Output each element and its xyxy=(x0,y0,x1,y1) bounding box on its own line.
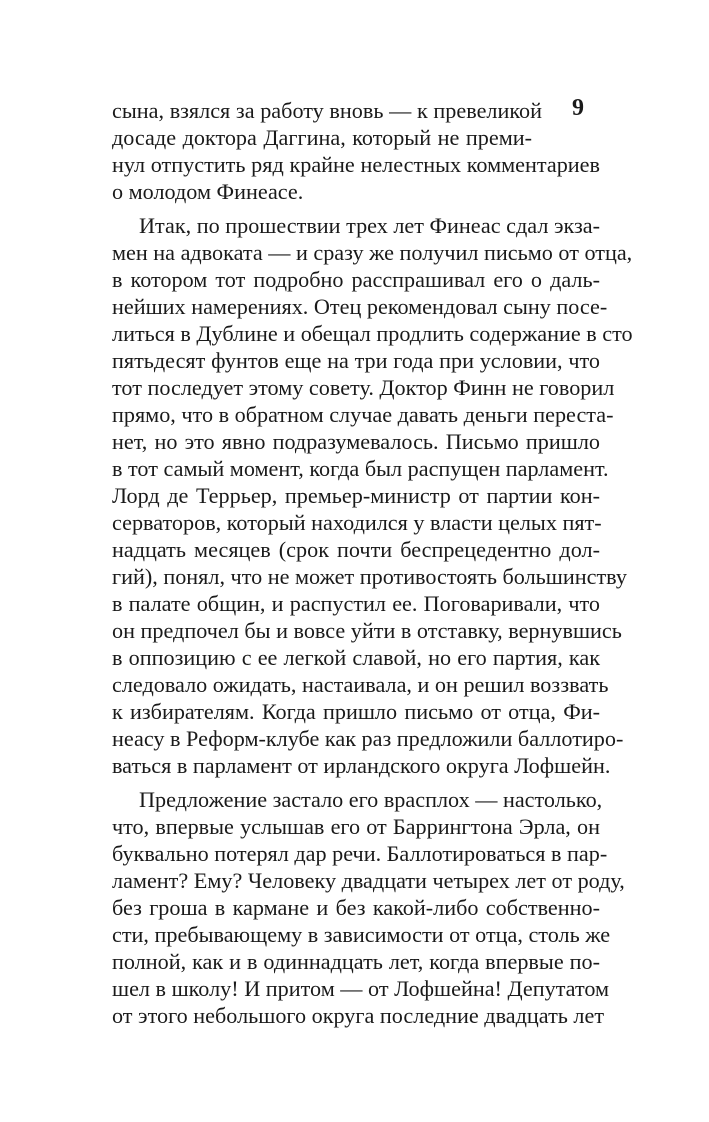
text-line: серваторов, который находился у власти целых пят- xyxy=(112,510,602,535)
text-line: шел в школу! И притом — от Лофшейна! Депутатом xyxy=(112,976,610,1001)
text-line: прямо, что в обратном случае давать деньги переста- xyxy=(112,402,614,427)
text-line: литься в Дублине и обещал продлить содержание в сто xyxy=(112,321,633,346)
text-line: гий), понял, что не может противостоять большинству xyxy=(112,564,627,589)
text-line: надцать месяцев (срок почти беспрецедентно дол- xyxy=(112,537,600,562)
text-line: без гроша в кармане и без какой-либо собственно- xyxy=(112,895,600,920)
text-line: от этого небольшого округа последние двадцать лет xyxy=(112,1003,605,1028)
text-line: он предпочел бы и вовсе уйти в отставку, вернувшись xyxy=(112,618,622,643)
paragraph xyxy=(112,212,633,779)
text-line: тот последует этому совету. Доктор Финн не говорил xyxy=(112,375,615,400)
text-line: в оппозицию с ее легкой славой, но его партия, как xyxy=(112,645,600,670)
text-line: сына, взялся за работу вновь — к превеликой xyxy=(112,98,542,123)
text-line: что, впервые услышав его от Баррингтона Эрла, он xyxy=(112,814,600,839)
text-line: ламент? Ему? Человеку двадцати четырех лет от роду, xyxy=(112,868,625,893)
text-line: нул отпустить ряд крайне нелестных комментариев xyxy=(112,152,600,177)
body-text xyxy=(112,97,633,1029)
text-line: мен на адвоката — и сразу же получил письмо от отца, xyxy=(112,240,633,265)
text-line: нейших намерениях. Отец рекомендовал сыну посе- xyxy=(112,294,608,319)
text-line: в котором тот подробно расспрашивал его о даль- xyxy=(112,267,600,292)
text-line: пятьдесят фунтов еще на три года при условии, что xyxy=(112,348,600,373)
text-line: буквально потерял дар речи. Баллотироваться в пар- xyxy=(112,841,608,866)
page-number: 9 xyxy=(572,95,584,121)
text-line: ваться в парламент от ирландского округа Лофшейн. xyxy=(112,753,611,778)
text-line: о молодом Финеасе. xyxy=(112,179,304,204)
text-line: Итак, по прошествии трех лет Финеас сдал экза- xyxy=(139,213,600,238)
paragraph xyxy=(112,97,600,205)
text-line: сти, пребывающему в зависимости от отца, столь же xyxy=(112,922,611,947)
text-line: нет, но это явно подразумевалось. Письмо пришло xyxy=(112,429,600,454)
text-line: следовало ожидать, настаивала, и он решил воззвать xyxy=(112,672,609,697)
text-line: Предложение застало его врасплох — настолько, xyxy=(139,787,603,812)
text-line: к избирателям. Когда пришло письмо от отца, Фи- xyxy=(112,699,600,724)
paragraph xyxy=(112,786,625,1029)
text-line: полной, как и в одиннадцать лет, когда впервые по- xyxy=(112,949,600,974)
text-line: досаде доктора Даггина, который не преми- xyxy=(112,125,532,150)
text-line: в палате общин, и распустил ее. Поговаривали, что xyxy=(112,591,600,616)
text-line: в тот самый момент, когда был распущен парламент. xyxy=(112,456,609,481)
text-line: неасу в Реформ-клубе как раз предложили баллотиро- xyxy=(112,726,624,751)
text-line: Лорд де Террьер, премьер-министр от партии кон- xyxy=(112,483,600,508)
